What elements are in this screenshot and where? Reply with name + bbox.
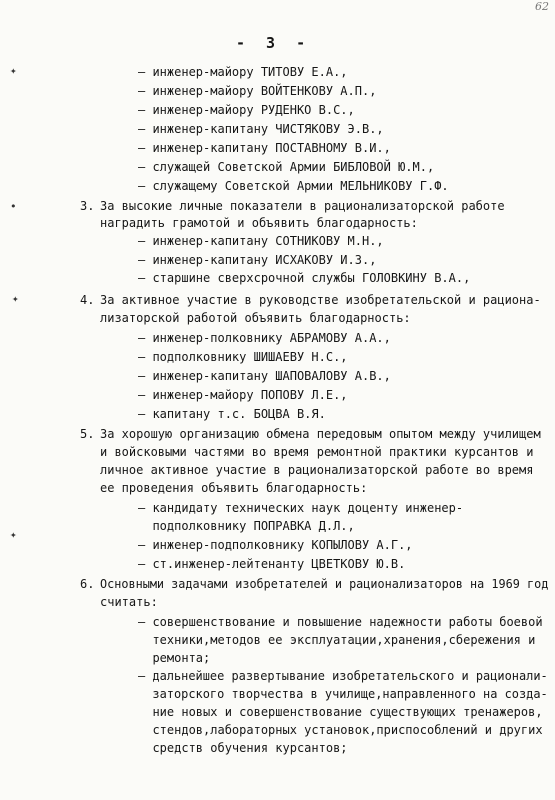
list-item: – служащей Советской Армии БИБЛОВОЙ Ю.М., — [138, 160, 435, 174]
binding-hole-mark: ✦ — [12, 292, 19, 305]
list-item: – кандидату технических наук доценту инженер- — [138, 501, 464, 515]
list-item: – инженер-капитану СОТНИКОВУ М.Н., — [138, 234, 384, 248]
task-line: техники,методов ее эксплуатации,хранения,сбережения и — [138, 633, 536, 647]
page-number: - 3 - — [236, 34, 312, 52]
list-item: – инженер-майору РУДЕНКО В.С., — [138, 103, 355, 117]
section-number: 6. — [80, 577, 95, 591]
list-item: – инженер-майору ПОПОВУ Л.Е., — [138, 388, 348, 402]
section-number: 4. — [80, 293, 95, 307]
section-number: 5. — [80, 427, 95, 441]
list-item: – инженер-капитану ПОСТАВНОМУ В.И., — [138, 141, 391, 155]
paragraph-line: и войсковыми частями во время ремонтной практики курсантов и — [100, 445, 534, 459]
list-item: – служащему Советской Армии МЕЛЬНИКОВУ Г.Ф. — [138, 179, 449, 193]
list-item: – старшине сверхсрочной службы ГОЛОВКИНУ В.А., — [138, 271, 471, 285]
list-item: подполковнику ПОПРАВКА Д.Л., — [138, 519, 355, 533]
task-line: стендов,лабораторных установок,приспособлений и других — [138, 723, 543, 737]
paragraph-line: Основными задачами изобретателей и рационализаторов на 1969 год — [100, 577, 549, 591]
corner-page-number: 62 — [535, 0, 549, 13]
task-line: ние новых и совершенствование существующих тренажеров, — [138, 705, 543, 719]
task-line: – совершенствование и повышение надежности работы боевой — [138, 615, 543, 629]
list-item: – ст.инженер-лейтенанту ЦВЕТКОВУ Ю.В. — [138, 557, 406, 571]
list-item: – капитану т.с. БОЦВА В.Я. — [138, 407, 326, 421]
paragraph-line: За активное участие в руководстве изобретательской и рациона- — [100, 293, 541, 307]
paragraph-line: личное активное участие в рационализаторской работе во время — [100, 463, 534, 477]
paragraph-line: лизаторской работой объявить благодарность: — [100, 311, 411, 325]
binding-hole-mark: • — [10, 200, 17, 213]
section-number: 3. — [80, 199, 95, 213]
list-item: – инженер-капитану ИСХАКОВУ И.З., — [138, 253, 377, 267]
paragraph-line: считать: — [100, 595, 158, 609]
list-item: – инженер-полковнику АБРАМОВУ А.А., — [138, 331, 391, 345]
task-line: – дальнейшее развертывание изобретательского и рационали- — [138, 669, 548, 683]
list-item: – инженер-подполковнику КОПЫЛОВУ А.Г., — [138, 538, 413, 552]
list-item: – инженер-капитану ЧИСТЯКОВУ Э.В., — [138, 122, 384, 136]
task-line: средств обучения курсантов; — [138, 741, 348, 755]
list-item: – инженер-майору ВОЙТЕНКОВУ А.П., — [138, 84, 377, 98]
paragraph-line: ее проведения объявить благодарность: — [100, 481, 368, 495]
paragraph-line: наградить грамотой и объявить благодарность: — [100, 216, 418, 230]
task-line: ремонта; — [138, 651, 211, 665]
task-line: заторского творчества в училище,направленного на созда- — [138, 687, 548, 701]
list-item: – инженер-майору ТИТОВУ Е.А., — [138, 65, 348, 79]
paragraph-line: За высокие личные показатели в рационализаторской работе — [100, 199, 505, 213]
paragraph-line: За хорошую организацию обмена передовым опытом между училищем — [100, 427, 541, 441]
list-item: – подполковнику ШИШАЕВУ Н.С., — [138, 350, 348, 364]
binding-hole-mark: ✦ — [10, 528, 17, 541]
list-item: – инженер-капитану ШАПОВАЛОВУ А.В., — [138, 369, 391, 383]
binding-hole-mark: ✦ — [10, 64, 17, 77]
